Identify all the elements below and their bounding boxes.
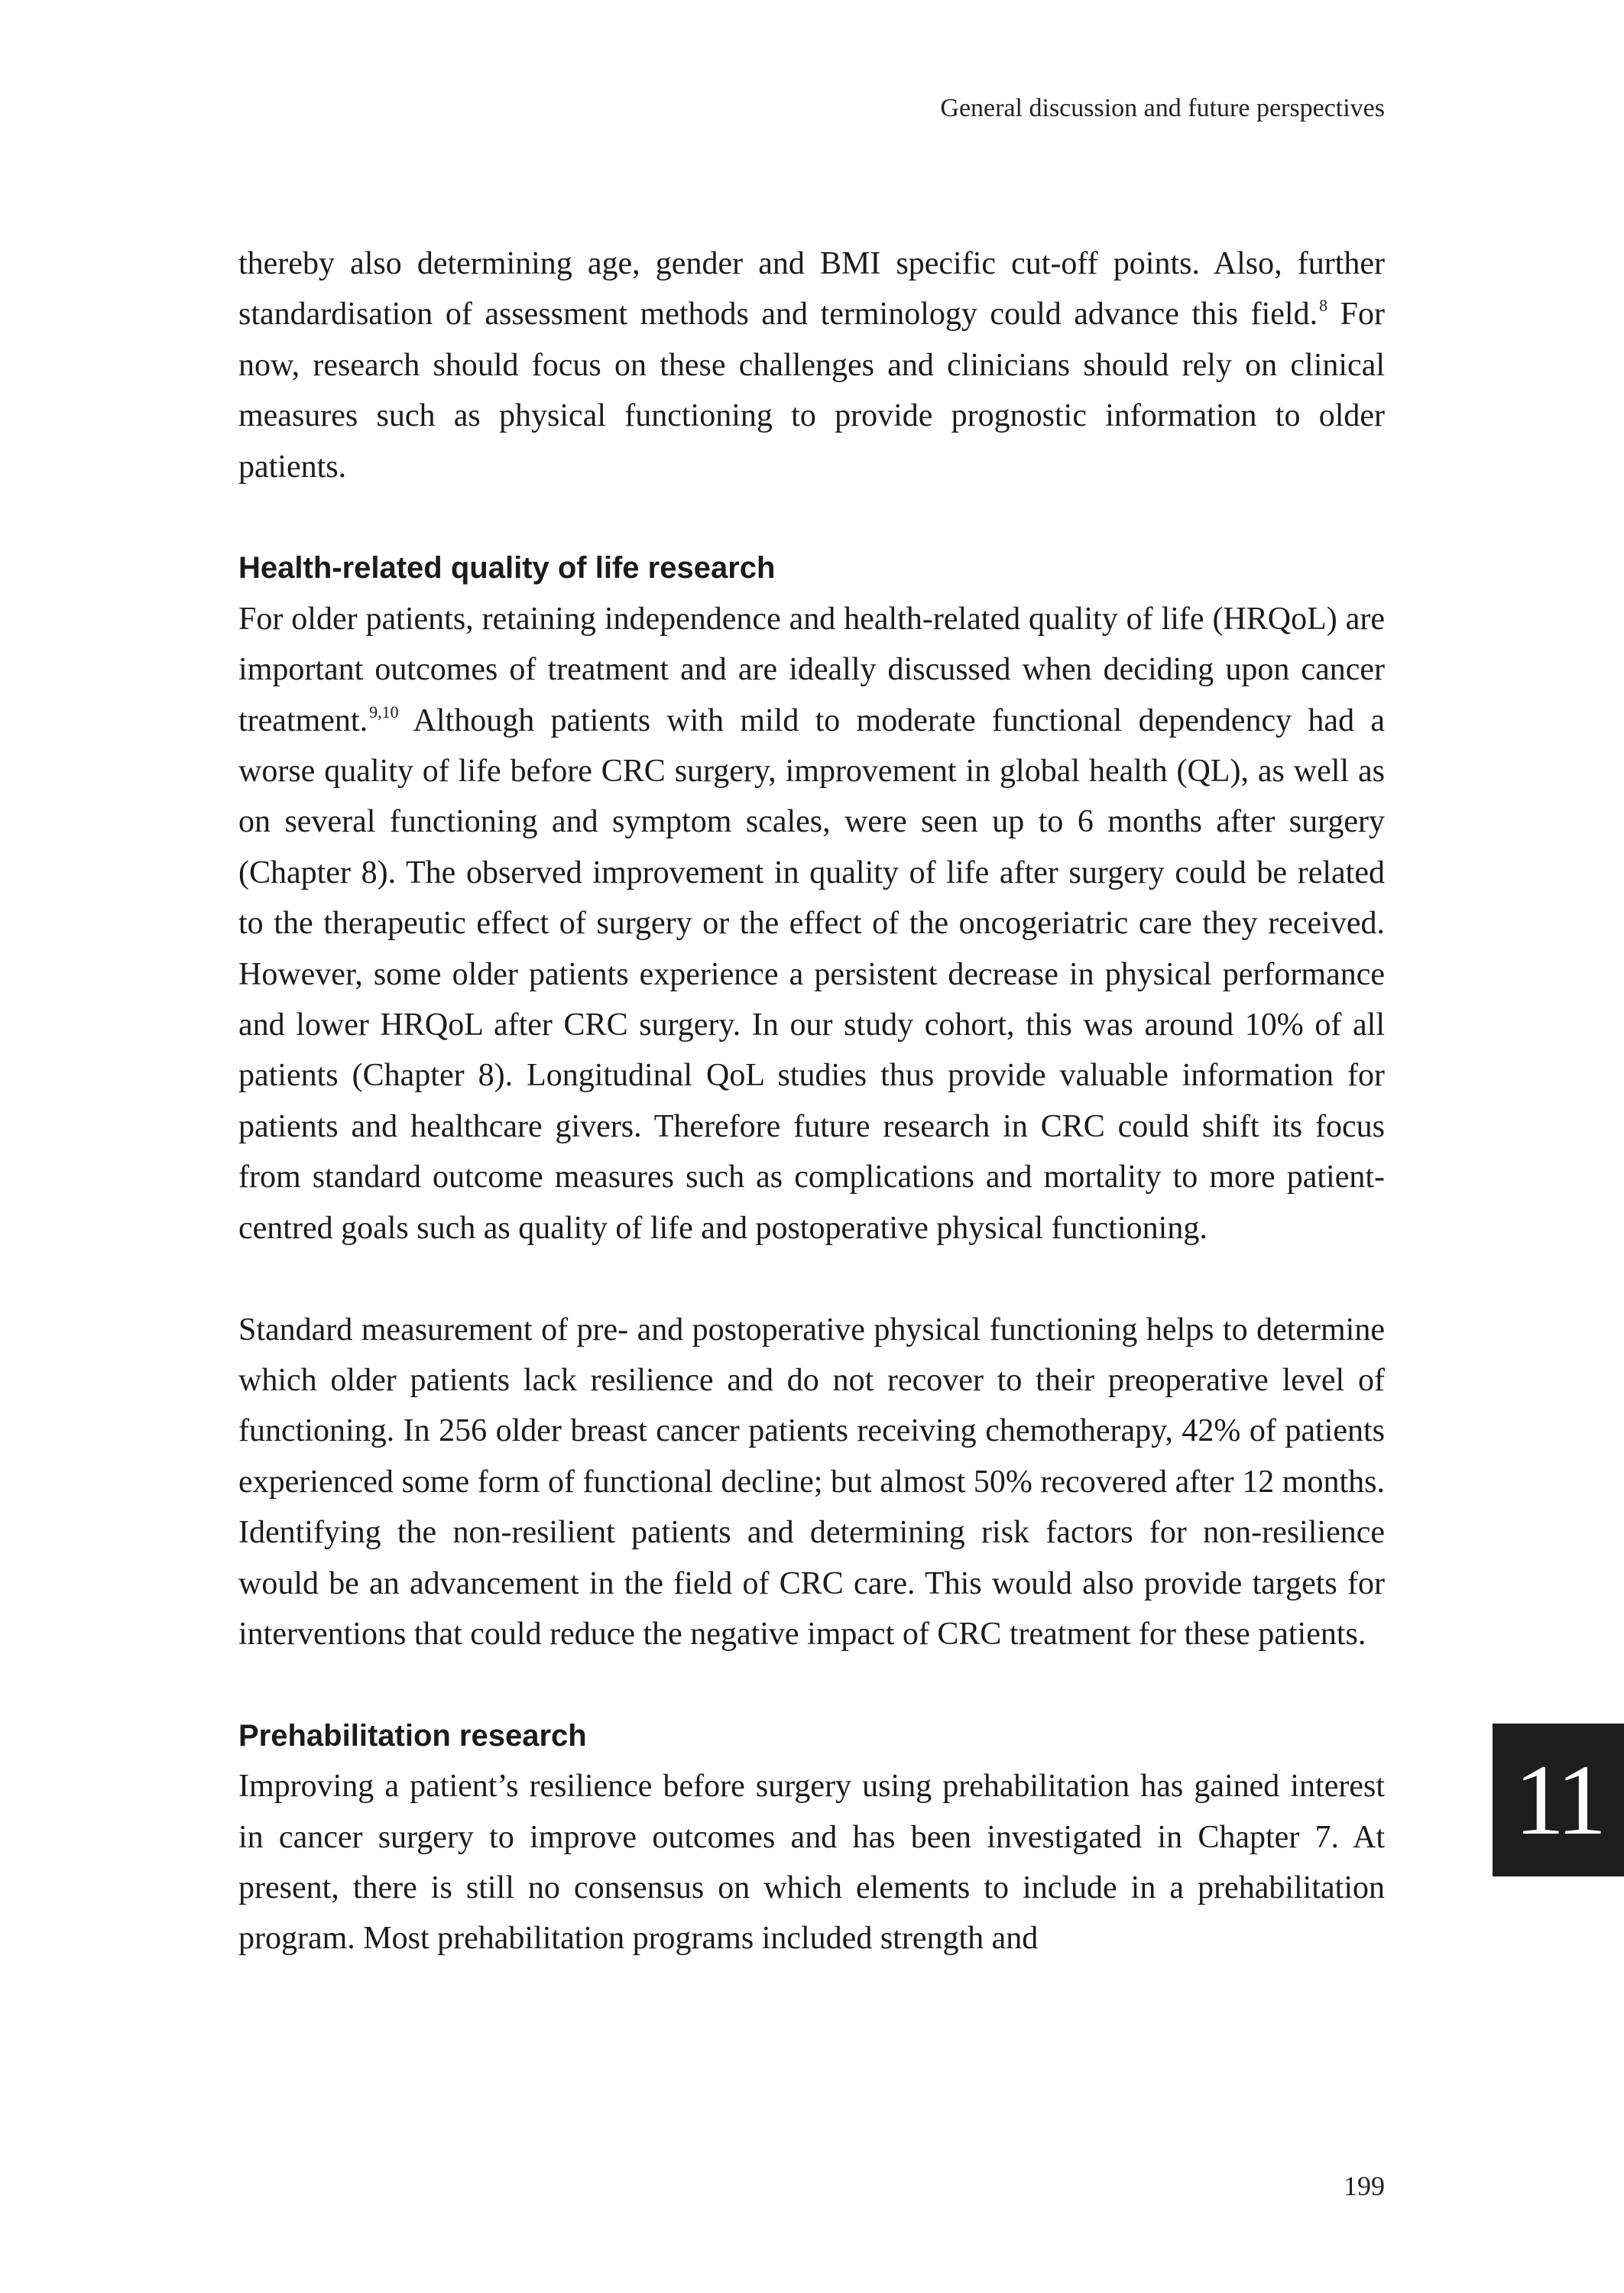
- paragraph-intro-text: thereby also determining age, gender and BMI specific cut-off points. Also, further standardisation of assessment methods and terminology could advance this field.: [238, 246, 1385, 332]
- section-heading-prehabilitation: Prehabilitation research: [238, 1718, 587, 1753]
- running-header: General discussion and future perspectives: [940, 94, 1385, 122]
- reference-superscript: 9,10: [369, 702, 399, 722]
- reference-superscript: 8: [1319, 296, 1328, 316]
- paragraph-hrqol-text: For older patients, retaining independence and health-related quality of life (HRQoL) are important outcomes of treatment and are ideally discussed when deciding upon cancer treatment.: [238, 601, 1385, 738]
- paragraph-resilience: Standard measurement of pre- and postoperative physical functioning helps to determine which older patients lack resilience and do not recover to their preoperative level of functioning. In 256 older breast cancer patients receiving chemotherapy, 42% of patients experienced some form of functional decline; but almost 50% recovered after 12 months. Identifying the non-resilient patients and determining risk factors for non-resilience would be an advancement in the field of CRC care. This would also provide targets for interventions that could reduce the negative impact of CRC treatment for these patients.: [238, 1312, 1385, 1652]
- paragraph-prehabilitation: Improving a patient’s resilience before surgery using prehabilitation has gained interest in cancer surgery to improve outcomes and has been investigated in Chapter 7. At present, there is still no consensus on which elements to include in a prehabilitation program. Most prehabilitation programs included strength and: [238, 1769, 1385, 1957]
- page-body: [238, 238, 1385, 1964]
- paragraph-intro-continuation: For now, research should focus on these challenges and clinicians should rely on clinical measures such as physical functioning to provide prognostic information to older patients.: [238, 297, 1385, 485]
- chapter-tab: 11: [1493, 1724, 1624, 1876]
- paragraph-intro: [238, 238, 1385, 492]
- paragraph-hrqol: [238, 594, 1385, 1254]
- page-number: 199: [1344, 2171, 1385, 2201]
- paragraph-hrqol-continuation: Although patients with mild to moderate functional dependency had a worse quality of life before CRC surgery, improvement in global health (QL), as well as on several functioning and symptom scales, were seen up to 6 months after surgery (Chapter 8). The observed improvement in quality of life after surgery could be related to the therapeutic effect of surgery or the effect of the oncogeriatric care they received. However, some older patients experience a persistent decrease in physical performance and lower HRQoL after CRC surgery. In our study cohort, this was around 10% of all patients (Chapter 8). Longitudinal QoL studies thus provide valuable information for patients and healthcare givers. Therefore future research in CRC could shift its focus from standard outcome measures such as complications and mortality to more patient-centred goals such as quality of life and postoperative physical functioning.: [238, 702, 1385, 1246]
- section-heading-hrqol: Health-related quality of life research: [238, 551, 776, 585]
